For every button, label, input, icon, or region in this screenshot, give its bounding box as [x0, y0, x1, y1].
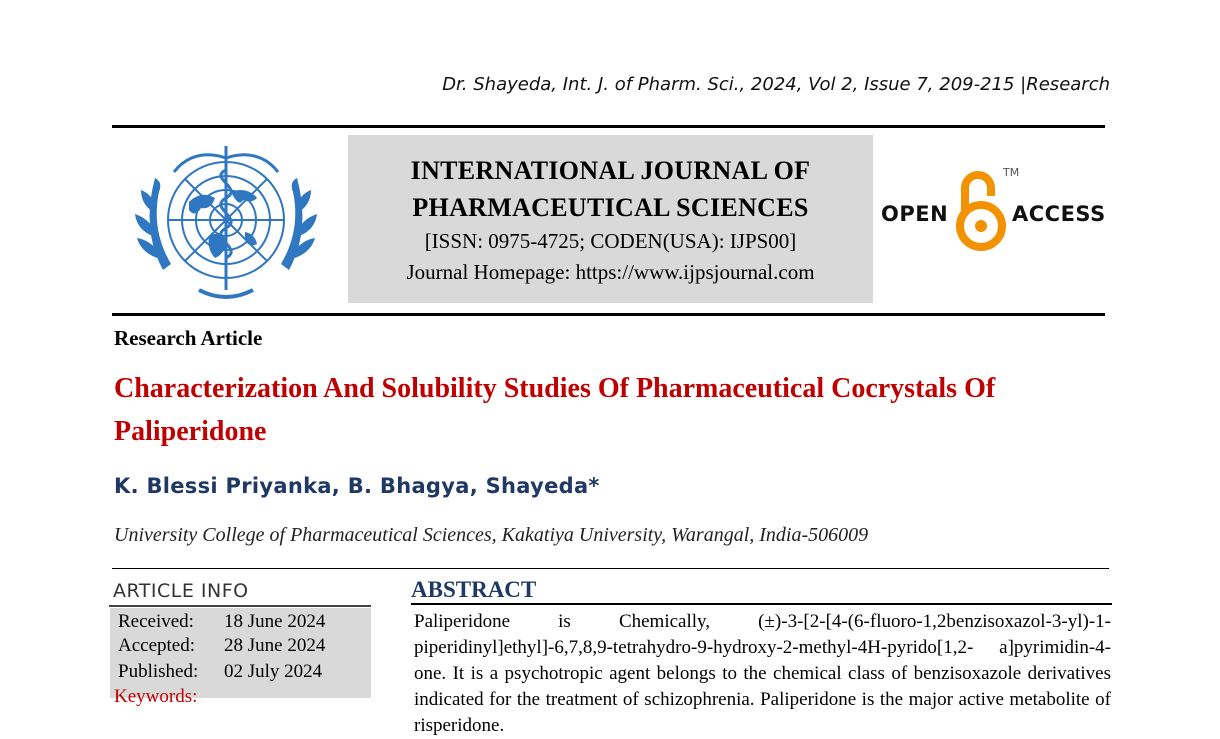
paper-title: Characterization And Solubility Studies Of Pharmaceutical Cocrystals Of Paliperidone	[114, 373, 996, 447]
open-access-word-open: OPEN	[881, 202, 949, 226]
open-access-lock-icon	[955, 166, 1009, 252]
accepted-row	[118, 635, 325, 657]
abstract-box	[411, 603, 1112, 736]
journal-title	[348, 152, 873, 226]
section-divider	[112, 568, 1109, 569]
accepted-date: 28 June 2024	[224, 635, 326, 656]
journal-title-line2: PHARMACEUTICAL SCIENCES	[412, 193, 809, 222]
published-date: 02 July 2024	[224, 661, 323, 682]
journal-issn: [ISSN: 0975-4725; CODEN(USA): IJPS00]	[424, 229, 797, 253]
author-affiliation: University College of Pharmaceutical Sciences, Kakatiya University, Warangal, India-506009	[114, 524, 869, 546]
abstract-heading: ABSTRACT	[411, 577, 537, 602]
header-top-rule	[112, 125, 1105, 128]
journal-title-line1: INTERNATIONAL JOURNAL OF	[410, 156, 811, 185]
open-access-trademark: TM	[1003, 166, 1020, 179]
keywords-label: Keywords:	[114, 686, 198, 707]
article-type: Research Article	[114, 326, 263, 350]
journal-masthead	[348, 135, 873, 303]
open-access-word-access: ACCESS	[1012, 202, 1106, 226]
journal-emblem-logo	[127, 140, 325, 305]
article-info-heading: ARTICLE INFO	[113, 580, 249, 602]
journal-citation: Dr. Shayeda, Int. J. of Pharm. Sci., 2024, Vol 2, Issue 7, 209-215 |Research	[442, 74, 1110, 95]
published-row	[118, 661, 322, 683]
open-access-logo	[879, 166, 1109, 254]
article-info-rule	[109, 605, 371, 607]
author-list: K. Blessi Priyanka, B. Bhagya, Shayeda*	[114, 474, 600, 498]
header-bottom-rule	[112, 313, 1105, 316]
received-date: 18 June 2024	[224, 611, 326, 632]
accepted-label: Accepted:	[118, 635, 196, 656]
journal-homepage-link[interactable]: Journal Homepage: https://www.ijpsjournal.com	[406, 260, 815, 284]
received-label: Received:	[118, 611, 194, 632]
published-label: Published:	[118, 661, 199, 682]
abstract-text: Paliperidone is Chemically, (±)-3-[2-[4-(6-fluoro-1,2benzisoxazol-3-yl)-1-piperidinyl]ethyl]-6,7,8,9-tetrahydro-9-hydroxy-2-methyl-4H-pyrido[1,2- a]pyrimidin-4-one. It is a psychotropic agent belongs to the chemical class of benzisoxazole derivatives indicated for the treatment of schizophrenia. Paliperidone is the major active metabolite of risperidone.	[414, 611, 1111, 736]
article-info-box	[110, 608, 371, 698]
received-row	[118, 611, 325, 633]
